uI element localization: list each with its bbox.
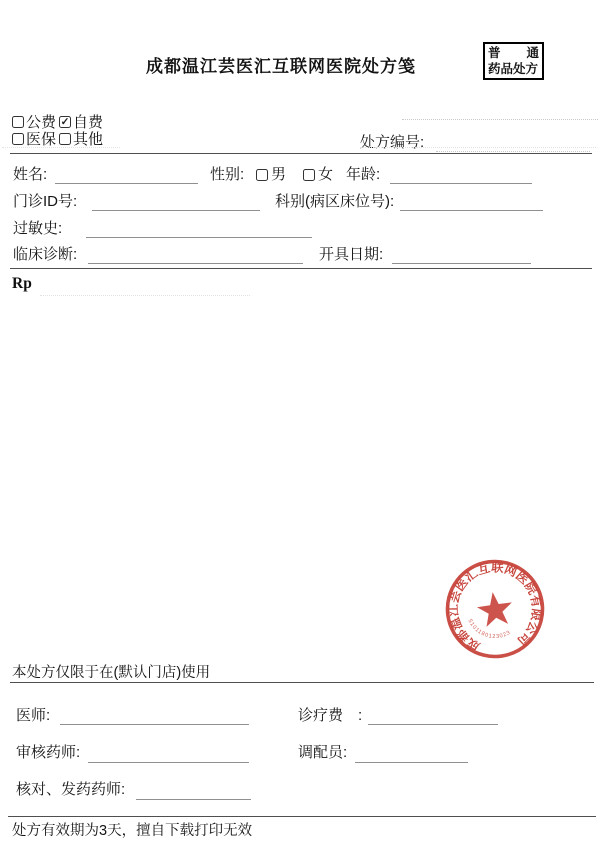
footer-note: 处方有效期为3天，擅自下载打印无效 [12,823,253,839]
type-stamp-row1 [488,45,539,61]
female-label: 女 [318,166,334,183]
fee-label: 诊疗费 : [298,707,363,724]
dispenser-field [355,762,468,763]
diagnosis-label: 临床诊断: [13,246,78,263]
age-field [390,183,532,184]
outpatient-id-field [92,210,260,211]
check-dispense-pharmacist-label: 核对、发药药师: [16,781,126,798]
male-label: 男 [271,166,287,183]
seal-star-icon [475,590,515,628]
payment-label-public: 公费 [26,114,57,131]
footer-divider [8,816,596,817]
physician-field [60,724,249,725]
checkbox-male[interactable] [256,169,268,181]
prescription-type-stamp [483,42,544,80]
allergy-label: 过敏史: [13,220,63,237]
checkbox-female[interactable] [303,169,315,181]
usage-note: 本处方仅限于在(默认门店)使用 [12,665,211,681]
seal-code-text: 5101180123023 [466,618,512,640]
outpatient-id-label: 门诊ID号: [13,193,78,210]
type-stamp-char-left: 普 [488,46,501,60]
fee-field [368,724,498,725]
checkbox-medical-insurance[interactable] [12,133,24,145]
diagnosis-field [88,263,303,264]
hospital-seal [429,543,560,674]
payment-label-other: 其他 [73,131,104,148]
type-stamp-char-right: 通 [526,46,539,60]
issue-date-label: 开具日期: [319,246,384,263]
rx-no-label: 处方编号: [360,134,425,151]
payment-label-self: 自费 [73,114,104,131]
review-pharmacist-field [88,762,249,763]
physician-label: 医师: [16,707,51,724]
checkbox-self-pay[interactable]: ✓ [60,115,70,128]
department-field [400,210,543,211]
age-label: 年龄: [346,166,381,183]
name-label: 姓名: [13,166,48,183]
dispenser-label: 调配员: [298,744,348,761]
allergy-field [86,237,312,238]
issue-date-field [392,263,531,264]
scan-artifact-line [360,147,596,148]
seal-ring-text: 成都温江芸医汇互联网医院有限公司 [446,560,544,654]
gender-label: 性别: [210,166,245,183]
payment-row-2 [12,130,106,147]
header-divider [10,153,592,154]
scan-artifact-line [402,119,598,120]
name-field [55,183,198,184]
payment-type-options [12,113,106,147]
scan-artifact-line [40,295,250,296]
usage-divider [10,682,594,683]
rx-no-field [436,151,590,152]
rp-divider [10,268,592,269]
payment-label-insurance: 医保 [26,131,57,148]
rp-label: Rp [12,275,32,292]
page-title: 成都温江芸医汇互联网医院处方笺 [146,57,416,76]
checkbox-other[interactable] [59,133,71,145]
review-pharmacist-label: 审核药师: [16,744,81,761]
check-dispense-pharmacist-field [136,799,251,800]
type-stamp-row2: 药品处方 [488,62,539,76]
department-label: 科别(病区床位号): [275,193,395,210]
checkbox-public-expense[interactable] [12,116,24,128]
scan-artifact-line [2,147,120,148]
